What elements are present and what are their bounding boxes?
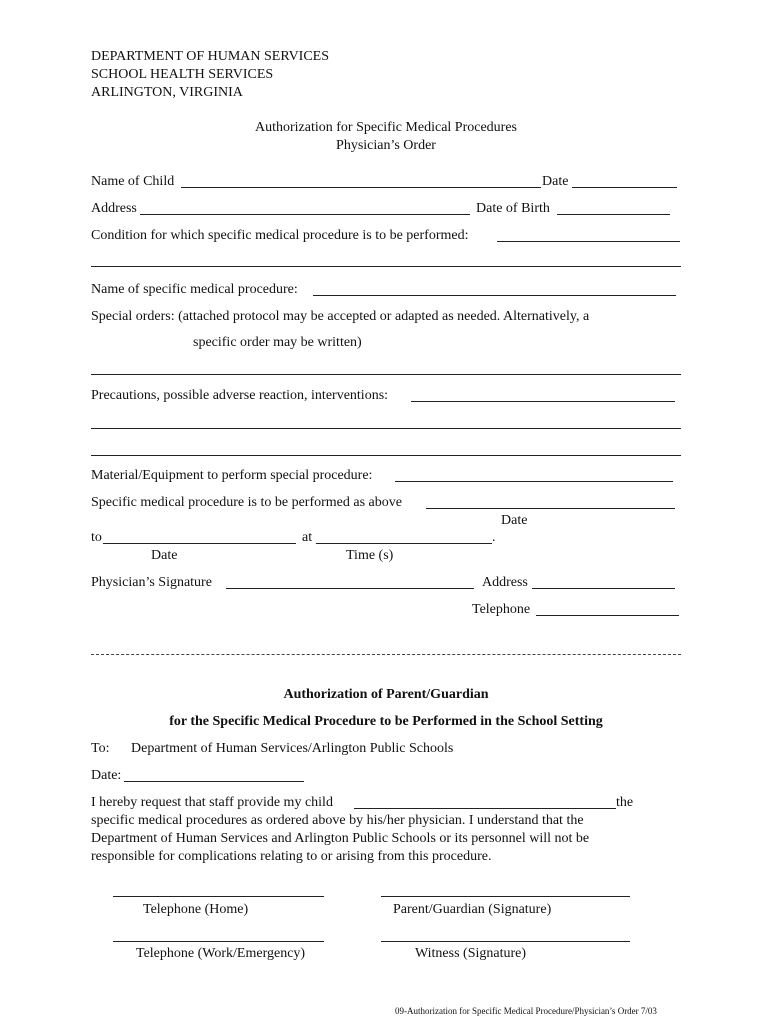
procedure-name-label: Name of specific medical procedure:: [91, 282, 298, 297]
precautions-label: Precautions, possible adverse reaction, interventions:: [91, 388, 389, 403]
parent-date-field[interactable]: [124, 781, 304, 782]
parent-signature-caption: Parent/Guardian (Signature): [393, 902, 552, 917]
request-text-line-3: Department of Human Services and Arlington Public Schools or its personnel will not be: [91, 831, 590, 846]
end-date-caption: Date: [151, 548, 178, 563]
request-text-the: the: [616, 795, 634, 810]
condition-label: Condition for which specific medical procedure is to be performed:: [91, 228, 469, 243]
service-name: SCHOOL HEALTH SERVICES: [91, 67, 274, 82]
physician-address-field[interactable]: [532, 588, 675, 589]
to-label: to: [91, 530, 102, 545]
form-title: Authorization for Specific Medical Procedures: [254, 120, 518, 135]
date-label: Date: [542, 174, 569, 189]
at-label: at: [302, 530, 313, 545]
time-field[interactable]: [316, 543, 492, 544]
telephone-home-caption: Telephone (Home): [143, 902, 249, 917]
telephone-work-caption: Telephone (Work/Emergency): [136, 946, 306, 961]
condition-field-line-2[interactable]: [91, 266, 681, 267]
special-orders-label: Special orders: (attached protocol may be accepted or adapted as needed. Alternatively, a: [91, 309, 590, 324]
start-date-caption: Date: [501, 513, 528, 528]
name-of-child-label: Name of Child: [91, 174, 175, 189]
footer-form-id: 09-Authorization for Specific Medical Procedure/Physician’s Order 7/03: [395, 1006, 657, 1016]
request-text-line-4: responsible for complications relating to or arising from this procedure.: [91, 849, 492, 864]
period: .: [492, 530, 496, 545]
date-of-birth-label: Date of Birth: [476, 201, 550, 216]
form-subtitle: Physician’s Order: [336, 138, 436, 153]
precautions-field-line-2[interactable]: [91, 428, 681, 429]
condition-field[interactable]: [497, 241, 680, 242]
telephone-home-field[interactable]: [113, 896, 324, 897]
physician-signature-label: Physician’s Signature: [91, 575, 212, 590]
material-field[interactable]: [395, 481, 673, 482]
start-date-field[interactable]: [426, 508, 675, 509]
date-field[interactable]: [572, 187, 677, 188]
time-caption: Time (s): [346, 548, 394, 563]
special-orders-field[interactable]: [91, 374, 681, 375]
physician-address-label: Address: [482, 575, 528, 590]
precautions-field[interactable]: [411, 401, 675, 402]
witness-signature-field[interactable]: [381, 941, 630, 942]
physician-signature-field[interactable]: [226, 588, 474, 589]
special-orders-note: specific order may be written): [193, 335, 362, 350]
telephone-work-field[interactable]: [113, 941, 324, 942]
child-name-field[interactable]: [354, 808, 616, 809]
request-text-start: I hereby request that staff provide my child: [91, 795, 333, 810]
location: ARLINGTON, VIRGINIA: [91, 85, 243, 100]
physician-telephone-field[interactable]: [536, 615, 679, 616]
end-date-field[interactable]: [103, 543, 296, 544]
request-text-line-2: specific medical procedures as ordered above by his/her physician. I understand that the: [91, 813, 584, 828]
address-label: Address: [91, 201, 137, 216]
witness-signature-caption: Witness (Signature): [415, 946, 527, 961]
to-recipient-label: To:: [91, 741, 110, 756]
parent-section-heading: Authorization of Parent/Guardian: [283, 687, 489, 702]
parent-section-subheading: for the Specific Medical Procedure to be Performed in the School Setting: [169, 714, 603, 729]
agency-name: DEPARTMENT OF HUMAN SERVICES: [91, 49, 330, 64]
material-label: Material/Equipment to perform special procedure:: [91, 468, 373, 483]
address-field[interactable]: [140, 214, 470, 215]
name-of-child-field[interactable]: [181, 187, 541, 188]
parent-date-label: Date:: [91, 768, 122, 783]
performed-as-above-label: Specific medical procedure is to be performed as above: [91, 495, 402, 510]
physician-telephone-label: Telephone: [472, 602, 531, 617]
date-of-birth-field[interactable]: [557, 214, 670, 215]
precautions-field-line-3[interactable]: [91, 455, 681, 456]
parent-signature-field[interactable]: [381, 896, 630, 897]
to-recipient-value: Department of Human Services/Arlington Public Schools: [131, 741, 454, 756]
procedure-name-field[interactable]: [313, 295, 676, 296]
cut-line-divider: [91, 654, 681, 655]
